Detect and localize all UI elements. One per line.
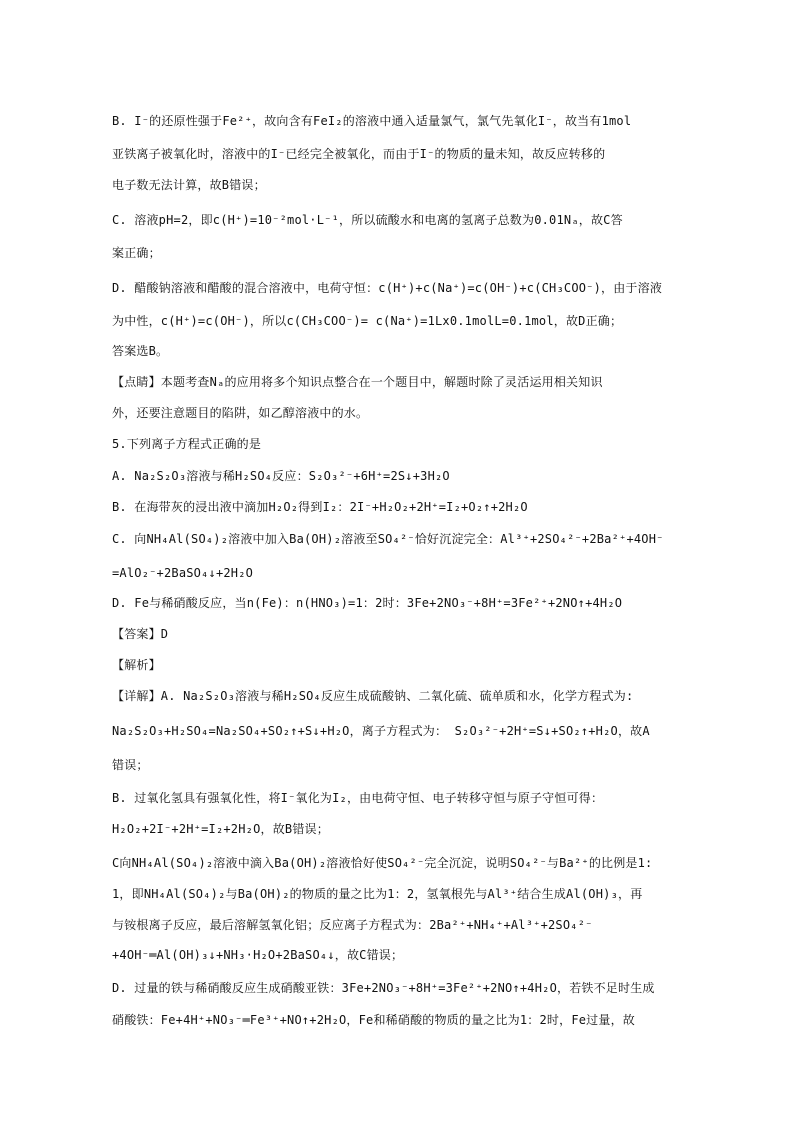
text-line: C. 溶液pH=2，即c(H⁺)=10⁻²mol·L⁻¹，所以硫酸水和电离的氢离子总数为0.01Nₐ，故C答	[112, 213, 623, 227]
option-a: A. Na₂S₂O₃溶液与稀H₂SO₄反应：S₂O₃²⁻+6H⁺=2S↓+3H₂O	[112, 469, 450, 483]
text-line: 外，还要注意题目的陷阱，如乙醇溶液中的水。	[112, 406, 369, 420]
comment-heading: 【点睛】本题考查Nₐ的应用将多个知识点整合在一个题目中，解题时除了灵活运用相关知识	[112, 375, 603, 389]
text-line: Na₂S₂O₃+H₂SO₄=Na₂SO₄+SO₂↑+S↓+H₂O，离子方程式为： S₂O₃²⁻+2H⁺=S↓+SO₂↑+H₂O，故A	[112, 724, 650, 738]
text-line: B. 过氧化氢具有强氧化性，将I⁻氧化为I₂，由电荷守恒、电子转移守恒与原子守恒可得：	[112, 791, 604, 805]
analysis-label: 【解析】	[112, 658, 161, 672]
option-b: B. 在海带灰的浸出液中滴加H₂O₂得到I₂：2I⁻+H₂O₂+2H⁺=I₂+O₂↑+2H₂O	[112, 500, 528, 514]
text-line: 电子数无法计算，故B错误；	[112, 178, 266, 192]
text-line: D. 过量的铁与稀硝酸反应生成硝酸亚铁：3Fe+2NO₃⁻+8H⁺=3Fe²⁺+2NO↑+4H₂O，若铁不足时生成	[112, 981, 655, 995]
text-line: 错误；	[112, 758, 149, 772]
text-line: 硝酸铁：Fe+4H⁺+NO₃⁻═Fe³⁺+NO↑+2H₂O，Fe和稀硝酸的物质的量之比为1：2时，Fe过量，故	[112, 1013, 635, 1027]
question-title: 5.下列离子方程式正确的是	[112, 437, 262, 451]
text-line: 为中性，c(H⁺)=c(OH⁻)，所以c(CH₃COO⁻)= c(Na⁺)=1Lx0.1molL=0.1mol，故D正确；	[112, 314, 623, 328]
option-d: D. Fe与稀硝酸反应，当n(Fe)：n(HNO₃)=1：2时：3Fe+2NO₃⁻+8H⁺=3Fe²⁺+2NO↑+4H₂O	[112, 596, 623, 610]
text-line: 答案选B。	[112, 344, 169, 358]
text-line: 与铵根离子反应，最后溶解氢氧化铝；反应离子方程式为：2Ba²⁺+NH₄⁺+Al³⁺+2SO₄²⁻	[112, 918, 593, 932]
text-line: B. I⁻的还原性强于Fe²⁺，故向含有FeI₂的溶液中通入适量氯气，氯气先氧化I⁻，故当有1mol	[112, 114, 632, 128]
option-c: C. 向NH₄Al(SO₄)₂溶液中加入Ba(OH)₂溶液至SO₄²⁻恰好沉淀完全：Al³⁺+2SO₄²⁻+2Ba²⁺+4OH⁻	[112, 532, 664, 546]
text-line: =AlO₂⁻+2BaSO₄↓+2H₂O	[112, 566, 254, 580]
detail-heading: 【详解】A. Na₂S₂O₃溶液与稀H₂SO₄反应生成硫酸钠、二氧化硫、硫单质和水，化学方程式为:	[112, 689, 634, 703]
text-line: 案正确；	[112, 246, 161, 260]
text-line: 1，即NH₄Al(SO₄)₂与Ba(OH)₂的物质的量之比为1：2，氢氧根先与Al³⁺结合生成Al(OH)₃，再	[112, 887, 643, 901]
answer-label: 【答案】D	[112, 627, 169, 641]
text-line: 亚铁离子被氧化时，溶液中的I⁻已经完全被氧化，而由于I⁻的物质的量未知，故反应转移的	[112, 147, 606, 161]
text-line: D. 醋酸钠溶液和醋酸的混合溶液中，电荷守恒：c(H⁺)+c(Na⁺)=c(OH⁻)+c(CH₃COO⁻)，由于溶液	[112, 281, 663, 295]
text-line: C向NH₄Al(SO₄)₂溶液中滴入Ba(OH)₂溶液恰好使SO₄²⁻完全沉淀，说明SO₄²⁻与Ba²⁺的比例是1:	[112, 856, 653, 870]
text-line: H₂O₂+2I⁻+2H⁺=I₂+2H₂O，故B错误；	[112, 822, 329, 836]
text-line: +4OH⁻═Al(OH)₃↓+NH₃·H₂O+2BaSO₄↓，故C错误；	[112, 948, 404, 962]
